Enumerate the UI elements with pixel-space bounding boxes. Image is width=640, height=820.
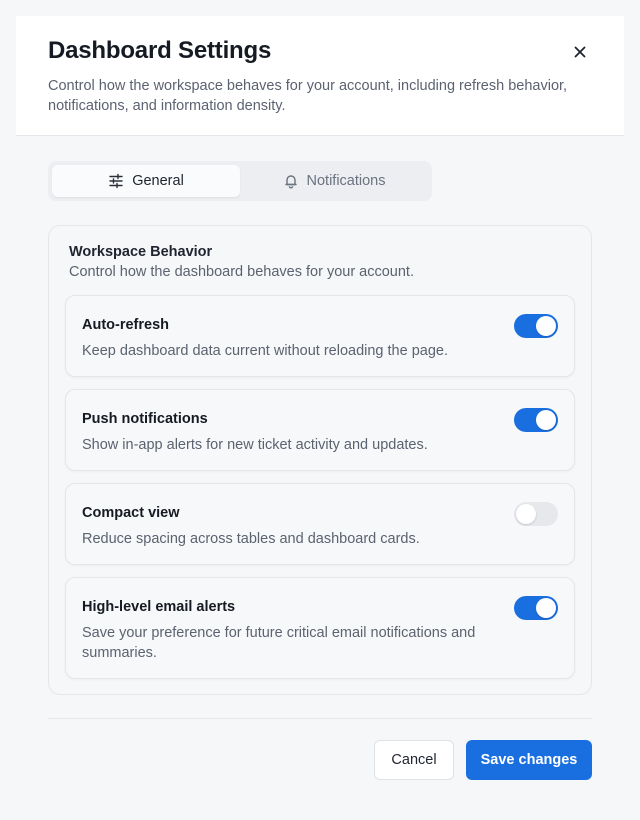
setting-email-alerts [65,577,575,679]
cancel-button[interactable]: Cancel [374,740,454,780]
section-title: Workspace Behavior [69,244,213,260]
setting-description: Show in-app alerts for new ticket activity and updates. [82,437,428,453]
setting-description: Keep dashboard data current without reloading the page. [82,343,448,359]
push-notifications-toggle[interactable] [514,408,558,432]
setting-auto-refresh [65,295,575,377]
setting-description: Reduce spacing across tables and dashboard cards. [82,531,420,547]
tab-bar [48,161,432,201]
footer-divider [48,718,592,719]
sliders-icon [108,173,124,189]
toggle-knob [536,598,556,618]
tab-general[interactable] [52,165,240,197]
setting-push-notifications [65,389,575,471]
toggle-knob [516,504,536,524]
dialog-header [16,16,624,136]
dialog-subtitle: Control how the workspace behaves for your account, including refresh behavior, notifications, and information density. [48,78,568,114]
setting-label: Auto-refresh [82,317,170,333]
dialog-title: Dashboard Settings [48,37,272,64]
toggle-knob [536,410,556,430]
bell-icon [283,173,299,189]
setting-label: Compact view [82,505,180,521]
tab-notifications[interactable] [240,165,428,197]
compact-view-toggle[interactable] [514,502,558,526]
tab-general-label: General [132,173,184,189]
setting-description: Save your preference for future critical email notifications and summaries. [82,625,476,661]
setting-label: High-level email alerts [82,599,236,615]
setting-label: Push notifications [82,411,208,427]
tab-notifications-label: Notifications [306,173,386,189]
close-icon [574,46,586,58]
section-description: Control how the dashboard behaves for your account. [69,264,414,280]
auto-refresh-toggle[interactable] [514,314,558,338]
toggle-knob [536,316,556,336]
save-button[interactable]: Save changes [466,740,592,780]
workspace-behavior-panel [48,225,592,695]
email-alerts-toggle[interactable] [514,596,558,620]
setting-compact-view [65,483,575,565]
close-button[interactable] [568,40,592,64]
